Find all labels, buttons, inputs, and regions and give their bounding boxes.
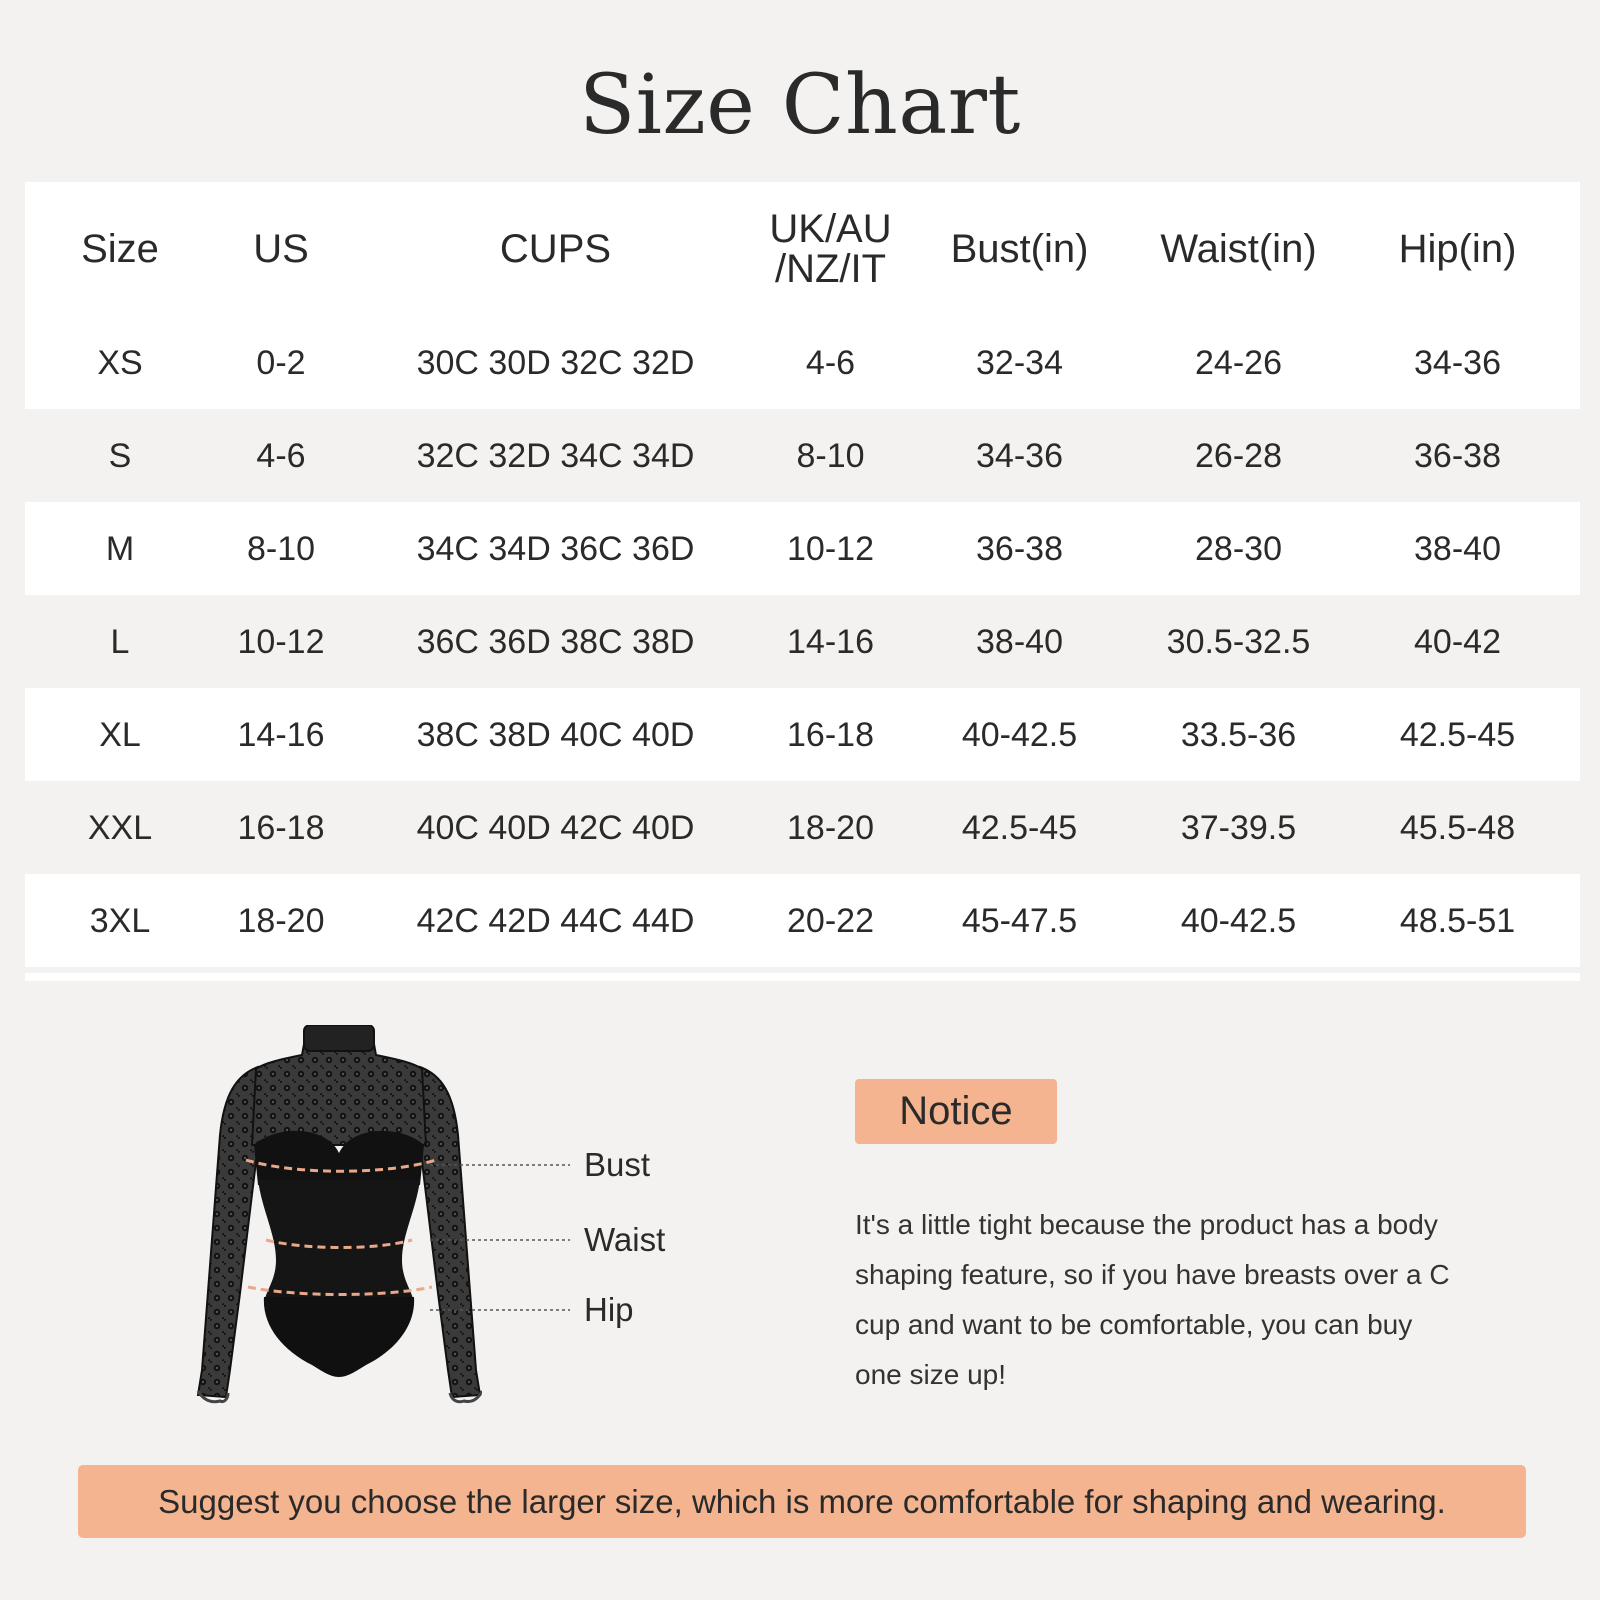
- cell-cups: 34C 34D 36C 36D: [416, 529, 695, 568]
- table-header-row: [25, 182, 1580, 316]
- cell-size: XS: [97, 343, 143, 382]
- table-row: [25, 595, 1580, 688]
- cell-bust: 42.5-45: [961, 808, 1078, 847]
- hip-label: Hip: [584, 1291, 634, 1328]
- cell-hip: 36-38: [1414, 436, 1501, 475]
- cell-bust: 38-40: [976, 622, 1063, 661]
- cell-bust: 40-42.5: [961, 715, 1078, 754]
- cell-us: 18-20: [237, 901, 325, 940]
- cell-size: 3XL: [89, 901, 151, 940]
- cell-waist: 28-30: [1195, 529, 1282, 568]
- cell-ukau: 14-16: [787, 622, 874, 661]
- cell-us: 0-2: [256, 343, 306, 382]
- cell-hip: 42.5-45: [1399, 715, 1516, 754]
- cell-size: XXL: [87, 808, 153, 847]
- table-row: [25, 781, 1580, 874]
- cell-hip: 48.5-51: [1399, 901, 1516, 940]
- cell-bust: 32-34: [976, 343, 1063, 382]
- cell-hip: 38-40: [1414, 529, 1501, 568]
- size-suggestion-banner: Suggest you choose the larger size, which is more comfortable for shaping and wearing.: [78, 1465, 1526, 1538]
- cell-size: L: [110, 622, 130, 661]
- cell-waist: 33.5-36: [1180, 715, 1297, 754]
- header-bust: Bust(in): [950, 227, 1089, 271]
- cell-size: XL: [99, 715, 141, 754]
- cell-cups: 40C 40D 42C 40D: [416, 808, 695, 847]
- cell-waist: 40-42.5: [1180, 901, 1297, 940]
- header-ukau-line2: /NZ/IT: [774, 247, 887, 291]
- cell-hip: 34-36: [1414, 343, 1501, 382]
- waist-label: Waist: [584, 1221, 666, 1258]
- cell-size: S: [108, 436, 132, 475]
- cell-hip: 45.5-48: [1399, 808, 1516, 847]
- cell-waist: 37-39.5: [1180, 808, 1297, 847]
- cell-ukau: 10-12: [787, 529, 874, 568]
- torso: [258, 1180, 420, 1303]
- briefs: [264, 1297, 414, 1377]
- cell-us: 8-10: [246, 529, 316, 568]
- table-bottom-rule: [25, 973, 1580, 981]
- table-row: [25, 874, 1580, 967]
- cell-ukau: 18-20: [787, 808, 874, 847]
- cell-waist: 24-26: [1195, 343, 1282, 382]
- cell-ukau: 8-10: [796, 436, 865, 475]
- notice-badge: Notice: [855, 1079, 1057, 1144]
- cell-us: 14-16: [237, 715, 325, 754]
- table-row: [25, 316, 1580, 409]
- bust-label: Bust: [584, 1146, 651, 1183]
- table-row: [25, 409, 1580, 502]
- cell-cups: 42C 42D 44C 44D: [416, 901, 695, 940]
- cell-waist: 26-28: [1195, 436, 1282, 475]
- size-table: [25, 182, 1580, 967]
- cell-cups: 32C 32D 34C 34D: [416, 436, 695, 475]
- header-ukau: [764, 209, 897, 289]
- cell-us: 4-6: [256, 436, 306, 475]
- cell-ukau: 20-22: [787, 901, 874, 940]
- measure-leader-lines: [430, 1150, 580, 1320]
- header-ukau-line1: UK/AU: [769, 207, 892, 251]
- cell-cups: 30C 30D 32C 32D: [416, 343, 695, 382]
- notice-text: It's a little tight because the product has a body shaping feature, so if you have breasts over a C cup and want to be comfortable, you can buy one size up!: [855, 1209, 1450, 1390]
- collar: [304, 1025, 374, 1051]
- left-sleeve: [198, 1067, 258, 1397]
- cell-ukau: 4-6: [805, 343, 856, 382]
- cell-us: 10-12: [237, 622, 325, 661]
- table-body: [25, 316, 1580, 967]
- header-waist: Waist(in): [1160, 227, 1317, 271]
- page-title: Size Chart: [579, 58, 1021, 153]
- cell-cups: 38C 38D 40C 40D: [416, 715, 695, 754]
- cell-cups: 36C 36D 38C 38D: [416, 622, 695, 661]
- cell-ukau: 16-18: [787, 715, 874, 754]
- header-size: Size: [81, 227, 159, 271]
- table-row: [25, 502, 1580, 595]
- cell-us: 16-18: [237, 808, 325, 847]
- cell-hip: 40-42: [1414, 622, 1501, 661]
- cell-bust: 45-47.5: [961, 901, 1078, 940]
- header-hip: Hip(in): [1398, 227, 1517, 271]
- cell-waist: 30.5-32.5: [1166, 622, 1311, 661]
- cell-size: M: [105, 529, 135, 568]
- cell-bust: 36-38: [976, 529, 1063, 568]
- table-row: [25, 688, 1580, 781]
- header-cups: CUPS: [499, 227, 612, 271]
- cell-bust: 34-36: [976, 436, 1063, 475]
- header-us: US: [253, 227, 309, 271]
